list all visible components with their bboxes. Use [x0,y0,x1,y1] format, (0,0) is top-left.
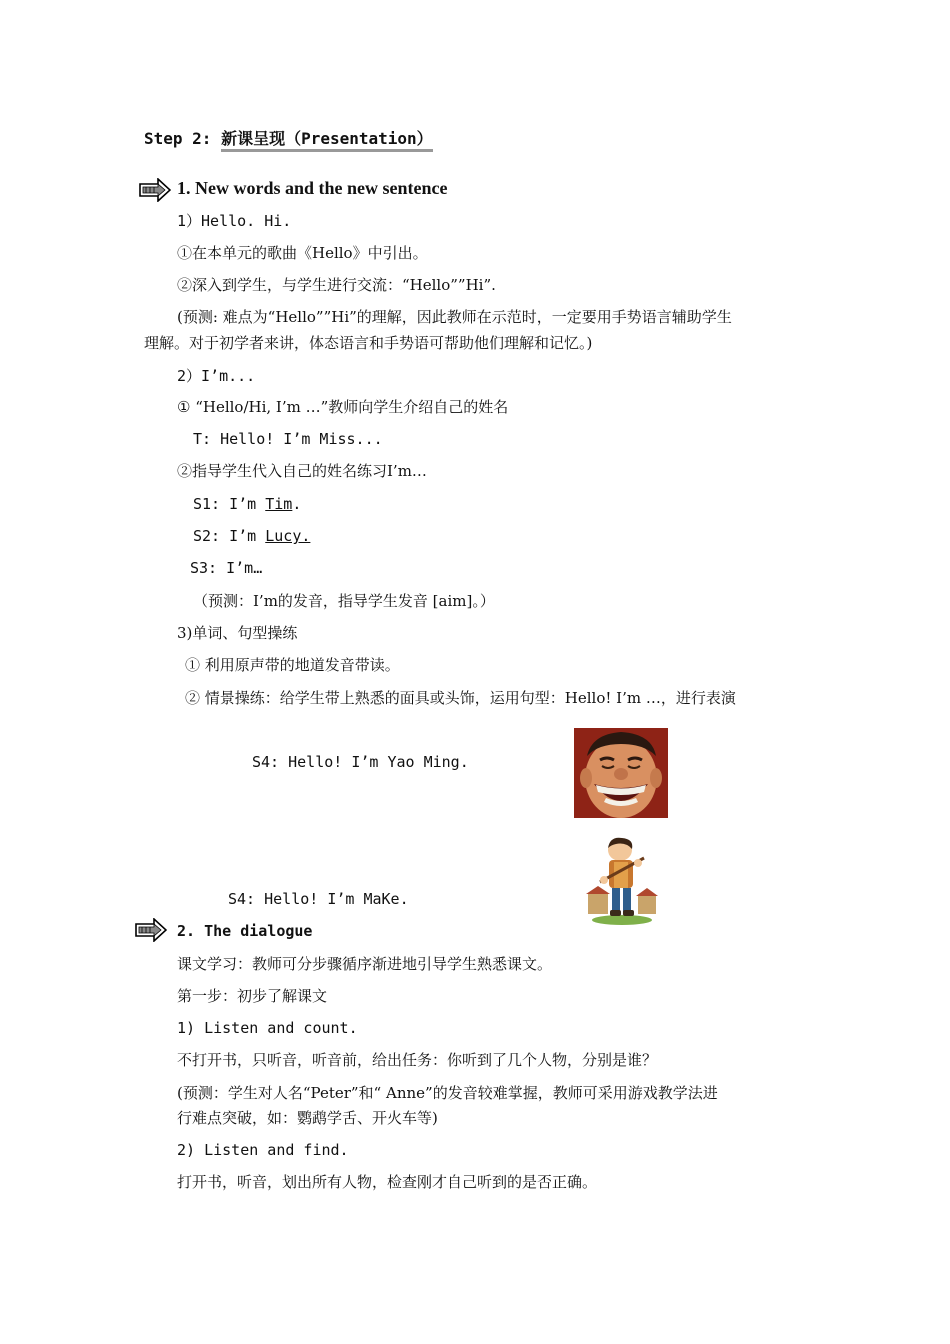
double-arrow-icon [135,918,167,942]
student1-prefix: S1: I’m [193,495,266,513]
student2-line [193,526,310,546]
section2-item2-title: 2) Listen and find. [177,1141,349,1159]
caricature-face-icon [574,728,668,818]
item1-note-line2: 理解。对于初学者来讲，体态语言和手势语可帮助他们理解和记忆。) [144,334,593,352]
item2-teacher-line: T: Hello! I’m Miss... [193,430,383,448]
item2-b: ②指导学生代入自己的姓名练习I’m… [177,462,427,480]
section2-title: 2. The dialogue [177,922,313,940]
item1-note-line1: (预测: 难点为“Hello””Hi”的理解，因此教师在示范时，一定要用手势语言辅助学生 [177,308,732,326]
cartoon-boy-icon [584,836,660,928]
student3-line: S3: I’m… [190,559,263,577]
item3-b: ② 情景操练：给学生带上熟悉的面具或头饰，运用句型：Hello! I’m …，进行表演 [185,689,736,707]
step-heading-title: 新课呈现（Presentation） [221,129,433,152]
step-heading-prefix: Step 2: [144,129,222,148]
section2-item1-title: 1) Listen and count. [177,1019,358,1037]
section2-item1-note-line1: (预测：学生对人名“Peter”和“ Anne”的发音较难掌握，教师可采用游戏教学法进 [177,1084,718,1102]
step-heading [144,126,433,149]
item3-title: 3)单词、句型操练 [177,624,298,642]
student2-prefix: S2: I’m [193,527,266,545]
item3-a: ① 利用原声带的地道发音带读。 [185,656,400,674]
item1-a: ①在本单元的歌曲《Hello》中引出。 [177,244,428,262]
student4-make-line: S4: Hello! I’m MaKe. [228,890,409,908]
section2-item2-text: 打开书，听音，划出所有人物，检查刚才自己听到的是否正确。 [177,1173,598,1191]
double-arrow-icon [139,178,171,202]
student1-name: Tim [265,495,293,513]
section2-intro: 课文学习：教师可分步骤循序渐进地引导学生熟悉课文。 [177,955,553,973]
item2-title: 2）I’m... [177,367,256,385]
item2-note: （预测：I’m的发音，指导学生发音 [aim]。） [193,592,495,610]
student1-line [193,494,301,514]
section2-item1-text: 不打开书，只听音，听音前，给出任务：你听到了几个人物，分别是谁？ [177,1051,658,1069]
section2-step1: 第一步：初步了解课文 [177,987,328,1005]
item1-b: ②深入到学生，与学生进行交流：“Hello””Hi”. [177,276,496,294]
section2-item1-note-line2: 行难点突破，如：鹦鹉学舌、开火车等) [177,1109,438,1127]
student4-yao-line: S4: Hello! I’m Yao Ming. [252,753,469,771]
section1-title: 1. New words and the new sentence [177,178,448,198]
item1-title: 1）Hello. Hi. [177,212,292,230]
item2-a: ① “Hello/Hi, I’m …”教师向学生介绍自己的姓名 [177,398,509,416]
student2-name: Lucy. [265,527,311,545]
student1-suffix: . [292,495,302,513]
